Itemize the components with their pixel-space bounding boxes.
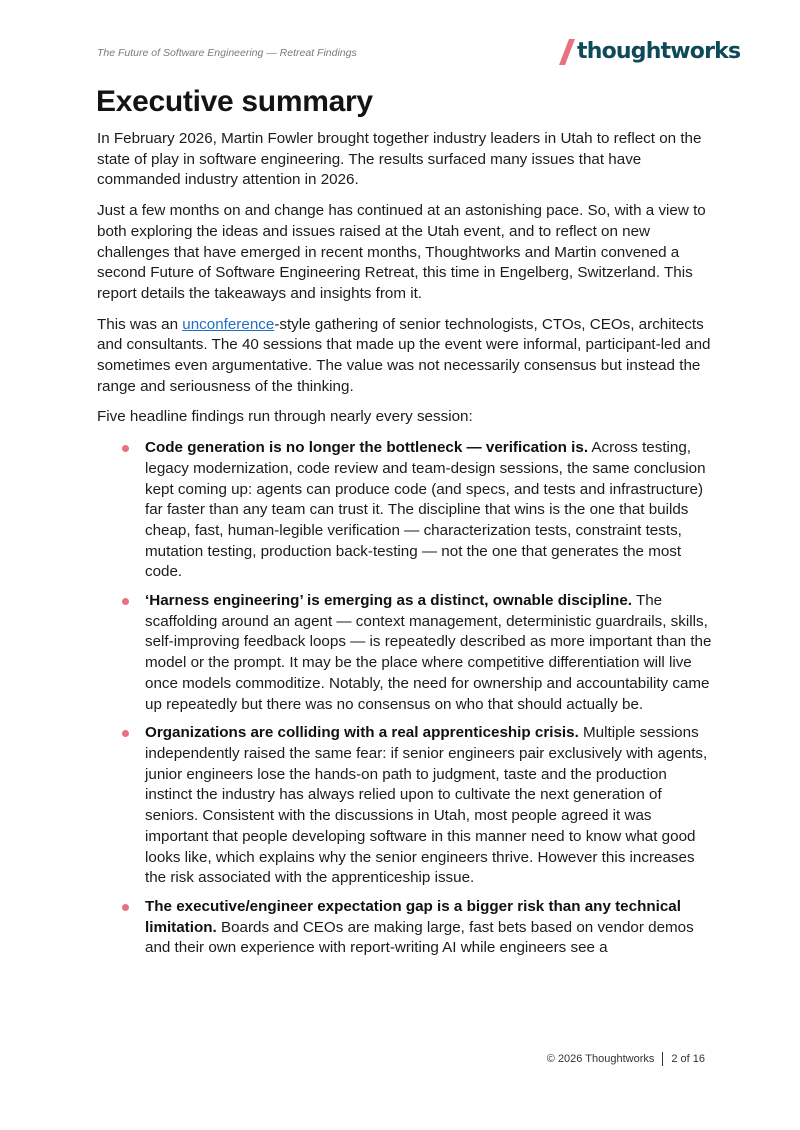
finding-item [145, 723, 712, 889]
finding-text: The scaffolding around an agent — context management, deterministic guardrails, skills, self-improving feedback loops — is repeatedly described as more important than the model or the prompt. It may be the place where competitive differentiation will live once models commoditize. Notably, the need for ownership and accountability came up repeatedly but there was no consensus on who that should actually be. [145, 592, 712, 713]
bullet-dot-icon [122, 445, 129, 452]
body-text [97, 129, 712, 967]
finding-item [145, 438, 712, 583]
findings-intro: Five headline findings run through nearly every session: [97, 408, 473, 426]
running-header: The Future of Software Engineering — Retreat Findings [97, 47, 357, 59]
footer-divider [662, 1052, 663, 1066]
finding-headline: The executive/engineer expectation gap is a bigger risk than any technical limitation. [145, 897, 681, 936]
bullet-dot-icon [122, 730, 129, 737]
unconference-text-before: This was an [97, 315, 183, 333]
bullet-dot-icon [122, 598, 129, 605]
finding-item [145, 897, 712, 959]
thoughtworks-logo [558, 36, 740, 68]
findings-list [97, 438, 712, 959]
finding-text: Boards and CEOs are making large, fast bets based on vendor demos and their own experience with report-writing AI while engineers see a [145, 918, 694, 957]
logo-wordmark: thoughtworks [577, 39, 741, 64]
intro-paragraph-1: In February 2026, Martin Fowler brought together industry leaders in Utah to reflect on the state of play in software engineering. The results surfaced many issues that have commanded industry attention in 2026. [97, 130, 702, 189]
intro-paragraph-2: Just a few months on and change has continued at an astonishing pace. So, with a view to both exploring the ideas and issues raised at the Utah event, and to reflect on new challenges that have emerged in recent months, Thoughtworks and Martin convened a second Future of Software Engineering Retreat, this time in Engelberg, Switzerland. This report details the takeaways and insights from it. [97, 202, 706, 302]
finding-headline: ‘Harness engineering’ is emerging as a distinct, ownable discipline. [145, 592, 632, 610]
finding-item [145, 591, 712, 715]
finding-headline: Code generation is no longer the bottleneck — verification is. [145, 439, 589, 457]
logo-slash-icon [558, 39, 576, 65]
unconference-paragraph [97, 315, 712, 398]
finding-headline: Organizations are colliding with a real apprenticeship crisis. [145, 724, 579, 742]
bullet-dot-icon [122, 904, 129, 911]
unconference-link[interactable]: unconference [182, 315, 275, 333]
finding-text: Across testing, legacy modernization, code review and team-design sessions, the same conclusion kept coming up: agents can produce code (and specs, and tests and infrastructure) far faster than any team can trust it. The discipline that wins is the one that builds cheap, fast, human-legible verification — characterization tests, constraint tests, mutation testing, production back-testing — not the one that generates the most code. [145, 439, 706, 581]
page-footer [547, 1052, 705, 1066]
page-number: 2 of 16 [671, 1053, 705, 1065]
copyright-text: © 2026 Thoughtworks [546, 1053, 655, 1065]
page-title: Executive summary [96, 85, 373, 118]
finding-text: Multiple sessions independently raised the same fear: if senior engineers pair exclusively with agents, junior engineers lose the hands-on path to judgment, taste and the production instinct the industry has always relied upon to cultivate the next generation of seniors. Consistent with the discussions in Utah, most people agreed it was important that people developing software in this manner need to know what good looks like, which explains why the senior engineers thrive. However this increases the risk associated with the apprenticeship issue. [145, 724, 708, 887]
unconference-text-after: -style gathering of senior technologists, CTOs, CEOs, architects and consultants. The 40 sessions that made up the event were informal, participant-led and sometimes even argumentative. The value was not necessarily consensus but instead the range and seriousness of the thinking. [97, 315, 711, 395]
